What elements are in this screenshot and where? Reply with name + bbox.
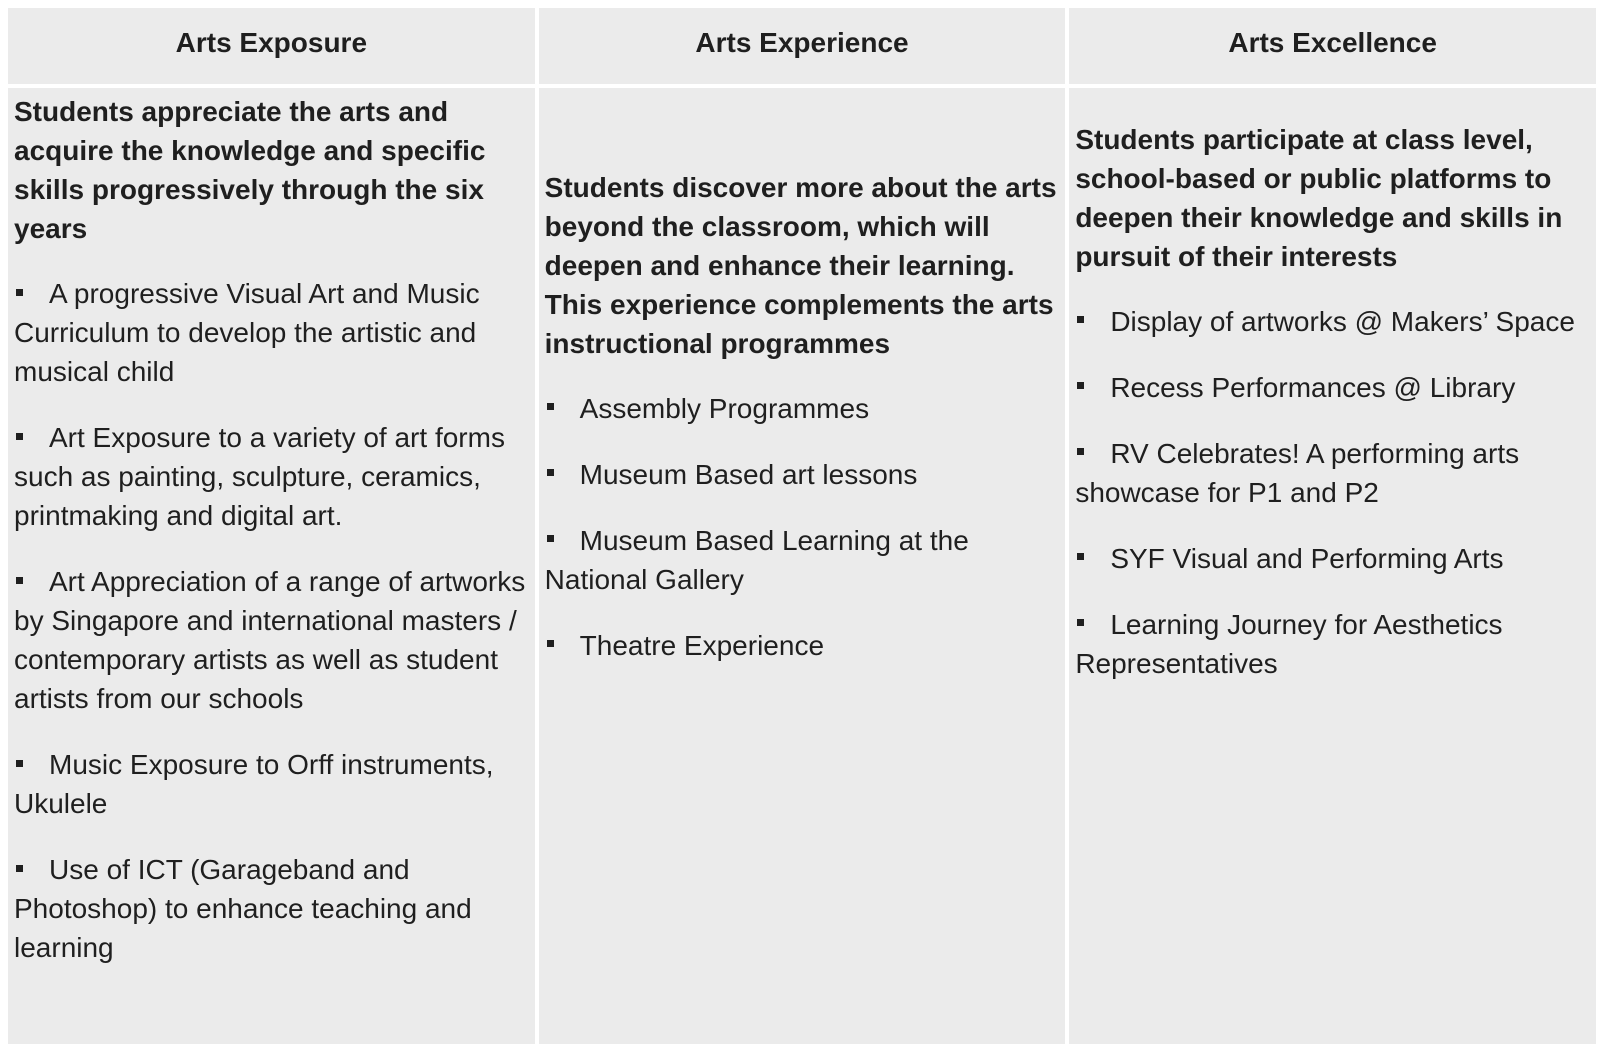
square-bullet-icon [16,865,23,872]
list-item [1075,605,1590,683]
list-arts-excellence [1075,302,1590,683]
cell-arts-experience [539,88,1066,1044]
cell-arts-excellence [1069,88,1596,1044]
arts-programme-table [4,4,1600,1048]
list-item [545,626,1060,665]
cell-arts-exposure [8,88,535,1044]
list-item-text: Museum Based Learning at the National Gallery [544,524,969,595]
square-bullet-icon [547,640,554,647]
square-bullet-icon [1077,316,1084,323]
square-bullet-icon [16,433,23,440]
heading-arts-experience: Arts Experience [539,8,1066,84]
list-item-text: Theatre Experience [579,629,825,661]
list-item [1075,368,1590,407]
intro-arts-exposure: Students appreciate the arts and acquire the knowledge and specific skills progressively through the six years [14,96,486,244]
intro-arts-experience: Students discover more about the arts beyond the classroom, which will deepen and enhance their learning. This experience complements the arts instructional programmes [544,171,1057,359]
square-bullet-icon [1077,382,1084,389]
table-body-row [8,88,1596,1044]
square-bullet-icon [1077,448,1084,455]
list-item-text: Recess Performances @ Library [1110,371,1516,403]
square-bullet-icon [16,760,23,767]
list-item [1075,434,1590,512]
list-arts-experience [545,389,1060,665]
list-item-text: Music Exposure to Orff instruments, Ukulele [14,749,494,819]
square-bullet-icon [1077,553,1084,560]
square-bullet-icon [1077,619,1084,626]
table-header-row [8,8,1596,84]
list-item [14,418,529,535]
list-item-text: Art Appreciation of a range of artworks by Singapore and international masters / contemporary artists as well as student artists from our schools [14,566,526,714]
list-item [1075,302,1590,341]
square-bullet-icon [16,289,23,296]
heading-arts-excellence: Arts Excellence [1069,8,1596,84]
square-bullet-icon [547,403,554,410]
square-bullet-icon [547,469,554,476]
list-item [545,455,1060,494]
square-bullet-icon [547,535,554,542]
list-item-text: RV Celebrates! A performing arts showcase for P1 and P2 [1075,437,1520,508]
list-item-text: Learning Journey for Aesthetics Representatives [1075,608,1503,679]
list-item [14,745,529,823]
list-item [1075,539,1590,578]
list-item-text: A progressive Visual Art and Music Curriculum to develop the artistic and musical child [14,278,480,387]
list-item-text: Museum Based art lessons [579,458,918,490]
list-item-text: Display of artworks @ Makers’ Space [1110,305,1575,337]
list-arts-exposure [14,274,529,967]
list-item [14,562,529,718]
square-bullet-icon [16,577,23,584]
list-item-text: Use of ICT (Garageband and Photoshop) to enhance teaching and learning [14,854,472,963]
list-item-text: Art Exposure to a variety of art forms such as painting, sculpture, ceramics, printmaking and digital art. [14,422,505,531]
list-item-text: Assembly Programmes [579,392,870,424]
heading-arts-exposure: Arts Exposure [8,8,535,84]
list-item-text: SYF Visual and Performing Arts [1110,542,1504,574]
list-item [545,389,1060,428]
list-item [545,521,1060,599]
list-item [14,850,529,967]
list-item [14,274,529,391]
intro-arts-excellence: Students participate at class level, school-based or public platforms to deepen their knowledge and skills in pursuit of their interests [1075,123,1563,272]
